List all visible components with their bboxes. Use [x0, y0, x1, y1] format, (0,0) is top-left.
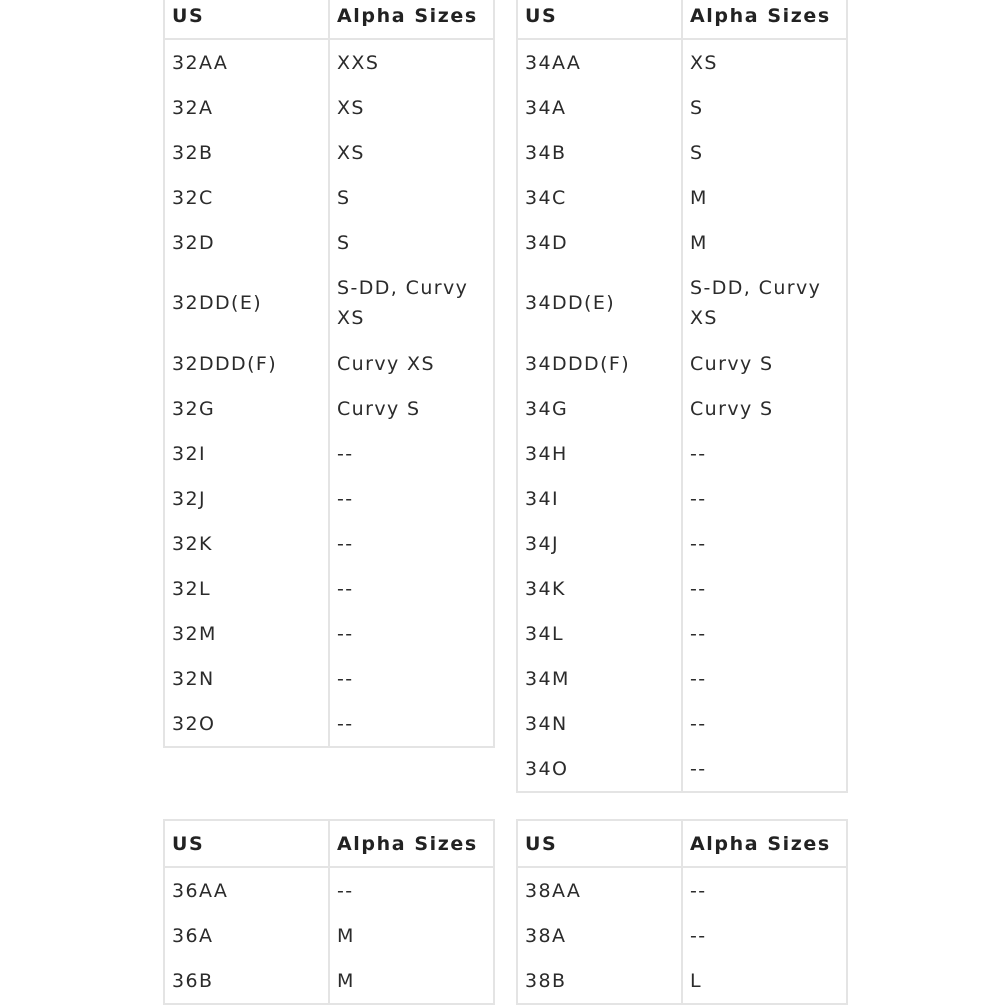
table-row	[517, 867, 847, 913]
alpha-size-cell: S-DD, Curvy XS	[329, 265, 494, 341]
alpha-size-cell: --	[329, 521, 494, 566]
us-size-cell: 32O	[164, 701, 329, 747]
alpha-sizes-column-header: Alpha Sizes	[682, 0, 847, 39]
us-size-cell: 32DD(E)	[164, 265, 329, 341]
table-row	[164, 85, 494, 130]
alpha-size-cell: L	[682, 958, 847, 1004]
alpha-size-cell: --	[682, 521, 847, 566]
alpha-size-cell: XS	[682, 39, 847, 85]
us-size-cell: 38AA	[517, 867, 682, 913]
us-size-cell: 34B	[517, 130, 682, 175]
alpha-size-cell: --	[682, 431, 847, 476]
table-row	[164, 656, 494, 701]
us-column-header: US	[164, 0, 329, 39]
alpha-size-cell: S	[329, 220, 494, 265]
table-row	[517, 521, 847, 566]
us-size-cell: 32C	[164, 175, 329, 220]
us-column-header: US	[517, 820, 682, 867]
us-size-cell: 32N	[164, 656, 329, 701]
us-size-cell: 32B	[164, 130, 329, 175]
table-header-row	[164, 0, 494, 39]
us-size-cell: 32J	[164, 476, 329, 521]
us-size-cell: 34G	[517, 386, 682, 431]
alpha-size-cell: S	[682, 130, 847, 175]
table-row	[517, 39, 847, 85]
alpha-size-cell: S	[329, 175, 494, 220]
us-size-cell: 32I	[164, 431, 329, 476]
table-header-row	[164, 820, 494, 867]
us-size-cell: 32G	[164, 386, 329, 431]
us-size-cell: 34K	[517, 566, 682, 611]
alpha-size-cell: XS	[329, 85, 494, 130]
us-size-cell: 34AA	[517, 39, 682, 85]
us-size-cell: 32D	[164, 220, 329, 265]
alpha-size-cell: --	[682, 611, 847, 656]
us-size-cell: 34N	[517, 701, 682, 746]
us-size-cell: 34H	[517, 431, 682, 476]
alpha-size-cell: Curvy S	[682, 386, 847, 431]
us-size-cell: 32DDD(F)	[164, 341, 329, 386]
us-size-cell: 34C	[517, 175, 682, 220]
alpha-size-cell: --	[682, 566, 847, 611]
us-size-cell: 34D	[517, 220, 682, 265]
us-column-header: US	[164, 820, 329, 867]
us-size-cell: 32A	[164, 85, 329, 130]
table-row	[164, 701, 494, 747]
alpha-size-cell: --	[329, 611, 494, 656]
alpha-size-cell: Curvy S	[682, 341, 847, 386]
table-row	[517, 341, 847, 386]
alpha-size-cell: --	[682, 746, 847, 792]
alpha-size-cell: XS	[329, 130, 494, 175]
table-row	[164, 566, 494, 611]
alpha-size-cell: --	[682, 867, 847, 913]
alpha-size-cell: --	[682, 656, 847, 701]
us-size-cell: 38A	[517, 913, 682, 958]
us-size-cell: 32M	[164, 611, 329, 656]
table-row	[164, 130, 494, 175]
alpha-size-cell: --	[329, 431, 494, 476]
table-row	[517, 220, 847, 265]
us-size-cell: 34O	[517, 746, 682, 792]
us-size-cell: 36B	[164, 958, 329, 1004]
us-size-cell: 34M	[517, 656, 682, 701]
alpha-size-cell: --	[329, 476, 494, 521]
us-size-cell: 34I	[517, 476, 682, 521]
us-column-header: US	[517, 0, 682, 39]
table-row	[517, 130, 847, 175]
alpha-sizes-column-header: Alpha Sizes	[682, 820, 847, 867]
table-row	[164, 611, 494, 656]
us-size-cell: 34L	[517, 611, 682, 656]
table-row	[164, 521, 494, 566]
size-table-32	[163, 0, 495, 748]
size-table-38	[516, 819, 848, 1005]
alpha-sizes-column-header: Alpha Sizes	[329, 820, 494, 867]
us-size-cell: 32AA	[164, 39, 329, 85]
alpha-size-cell: Curvy XS	[329, 341, 494, 386]
alpha-size-cell: Curvy S	[329, 386, 494, 431]
table-row	[517, 611, 847, 656]
table-row	[517, 913, 847, 958]
table-header-row	[517, 820, 847, 867]
table-row	[164, 39, 494, 85]
size-table-36	[163, 819, 495, 1005]
us-size-cell: 32K	[164, 521, 329, 566]
table-row	[164, 341, 494, 386]
table-row	[164, 386, 494, 431]
table-header-row	[517, 0, 847, 39]
table-row	[517, 958, 847, 1004]
alpha-size-cell: --	[682, 701, 847, 746]
alpha-size-cell: S-DD, Curvy XS	[682, 265, 847, 341]
us-size-cell: 34DDD(F)	[517, 341, 682, 386]
table-row	[164, 867, 494, 913]
table-row	[517, 175, 847, 220]
table-row	[164, 265, 494, 341]
us-size-cell: 38B	[517, 958, 682, 1004]
alpha-size-cell: --	[329, 701, 494, 747]
alpha-size-cell: XXS	[329, 39, 494, 85]
alpha-size-cell: --	[329, 867, 494, 913]
table-row	[164, 913, 494, 958]
alpha-size-cell: M	[329, 913, 494, 958]
table-row	[164, 431, 494, 476]
alpha-size-cell: --	[329, 656, 494, 701]
alpha-size-cell: M	[329, 958, 494, 1004]
alpha-size-cell: M	[682, 175, 847, 220]
table-row	[517, 656, 847, 701]
alpha-sizes-column-header: Alpha Sizes	[329, 0, 494, 39]
us-size-cell: 36AA	[164, 867, 329, 913]
us-size-cell: 34J	[517, 521, 682, 566]
size-table-34	[516, 0, 848, 793]
alpha-size-cell: --	[682, 913, 847, 958]
alpha-size-cell: --	[329, 566, 494, 611]
table-row	[164, 220, 494, 265]
alpha-size-cell: S	[682, 85, 847, 130]
table-row	[517, 265, 847, 341]
us-size-cell: 32L	[164, 566, 329, 611]
table-row	[517, 566, 847, 611]
table-row	[517, 431, 847, 476]
alpha-size-cell: M	[682, 220, 847, 265]
table-row	[164, 476, 494, 521]
us-size-cell: 36A	[164, 913, 329, 958]
table-row	[517, 746, 847, 792]
table-row	[517, 701, 847, 746]
table-row	[164, 175, 494, 220]
table-row	[517, 476, 847, 521]
us-size-cell: 34DD(E)	[517, 265, 682, 341]
table-row	[517, 386, 847, 431]
table-row	[164, 958, 494, 1004]
us-size-cell: 34A	[517, 85, 682, 130]
alpha-size-cell: --	[682, 476, 847, 521]
table-row	[517, 85, 847, 130]
